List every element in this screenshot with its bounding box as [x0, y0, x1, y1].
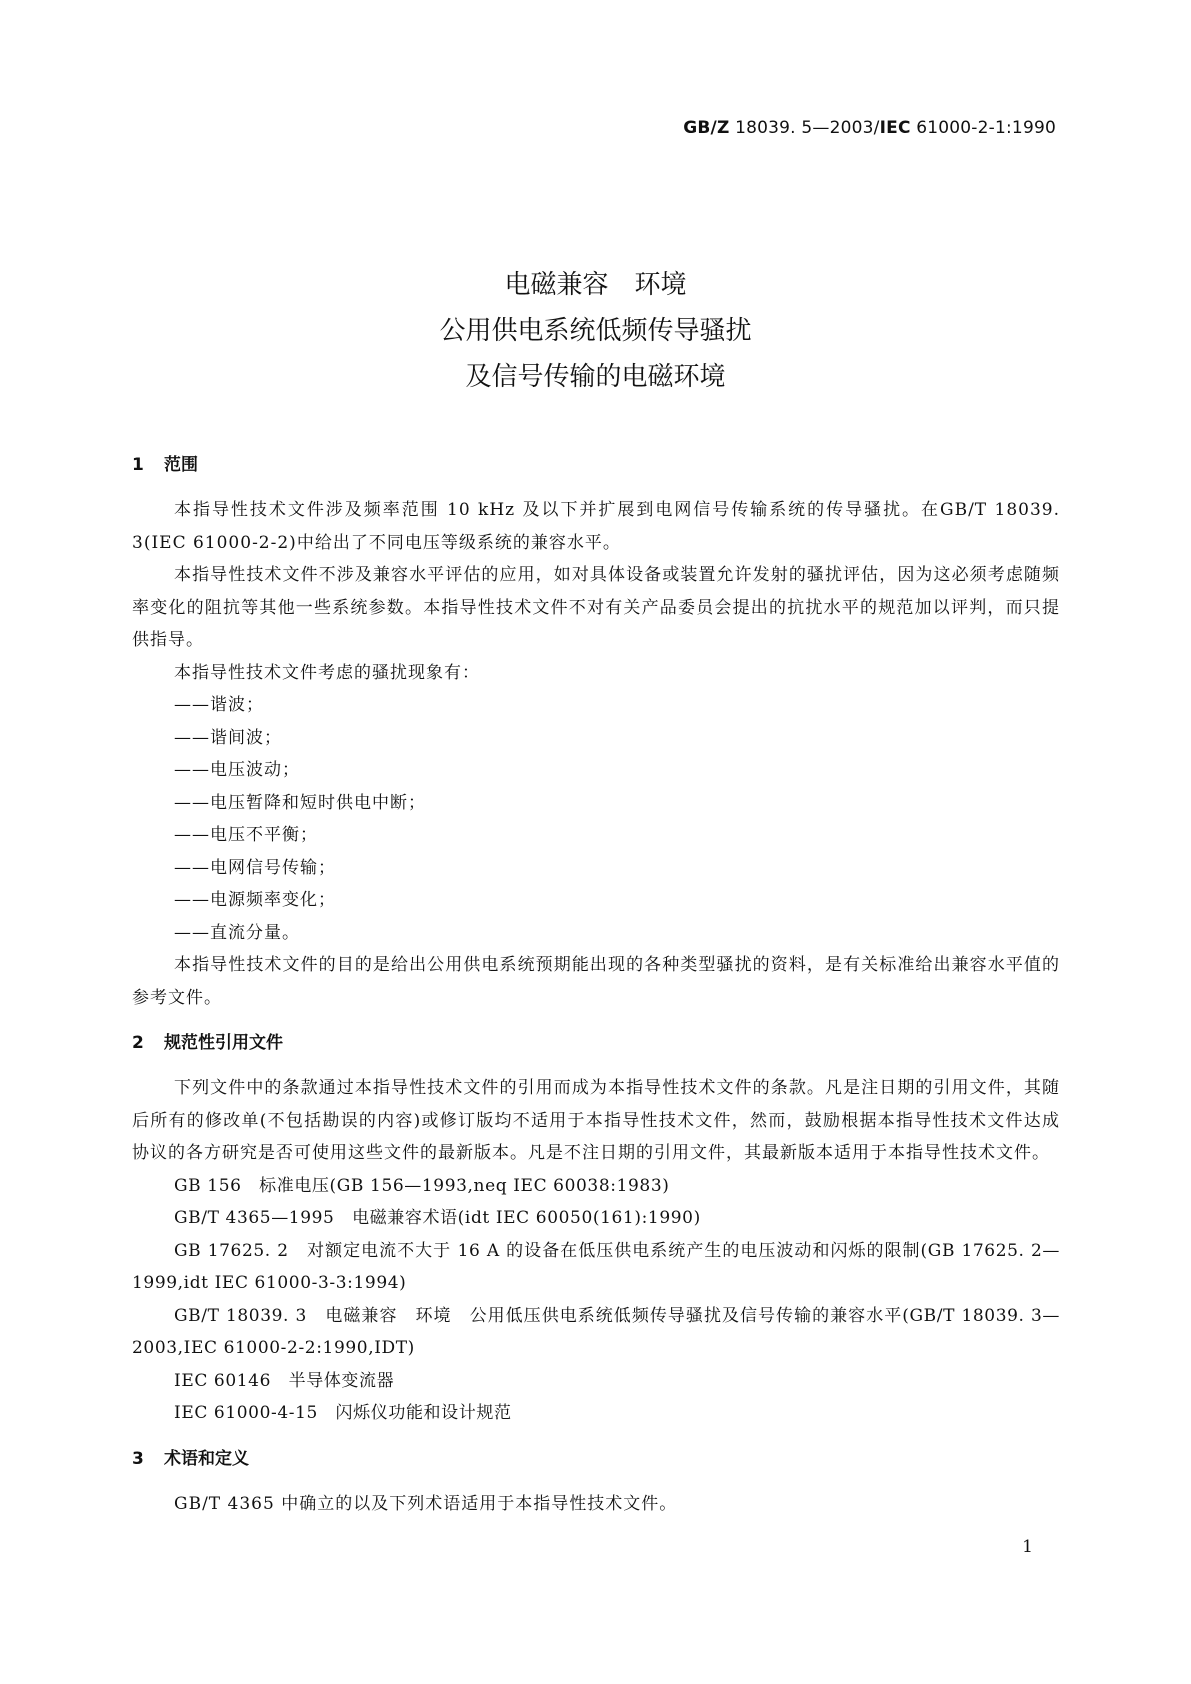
page-number: 1: [1022, 1537, 1033, 1557]
section-title: 范围: [164, 455, 198, 475]
reference-item: GB/T 18039. 3 电磁兼容 环境 公用低压供电系统低频传导骚扰及信号传输的兼容水平(GB/T 18039. 3—2003,IEC 61000-2-2:1990,IDT): [132, 1305, 1060, 1358]
standard-code-iec: IEC: [879, 118, 911, 138]
standard-code-iec-number: 61000-2-1:1990: [910, 118, 1056, 138]
section-title: 术语和定义: [164, 1448, 249, 1469]
paragraph: 下列文件中的条款通过本指导性技术文件的引用而成为本指导性技术文件的条款。凡是注日期的引用文件，其随后所有的修改单(不包括勘误的内容)或修订版均不适用于本指导性技术文件，然而，鼓励根据本指导性技术文件达成协议的各方研究是否可使用这些文件的最新版本。凡是不注日期的引用文件，其最新版本适用于本指导性技术文件。: [132, 1078, 1060, 1163]
paragraph: GB/T 4365 中确立的以及下列术语适用于本指导性技术文件。: [174, 1493, 678, 1514]
list-item: ——电网信号传输；: [174, 857, 336, 878]
reference-item: GB 156 标准电压(GB 156—1993,neq IEC 60038:1983): [174, 1175, 670, 1196]
standard-code: [683, 118, 1056, 138]
document-title: [0, 262, 1191, 400]
title-line-2: 公用供电系统低频传导骚扰: [439, 316, 752, 346]
list-item: ——电压暂降和短时供电中断；: [174, 792, 426, 813]
paragraph: 本指导性技术文件不涉及兼容水平评估的应用，如对具体设备或装置允许发射的骚扰评估，因为这必须考虑随频率变化的阻抗等其他一些系统参数。本指导性技术文件不对有关产品委员会提出的抗扰水平的规范加以评判，而只提供指导。: [132, 565, 1060, 650]
standard-code-gbz: GB/Z: [683, 118, 730, 138]
section-2-heading: [132, 1026, 1060, 1060]
section-3-heading: [132, 1442, 1060, 1476]
list-item: ——电源频率变化；: [174, 890, 336, 910]
reference-item: IEC 60146 半导体变流器: [174, 1370, 395, 1391]
paragraph: 本指导性技术文件涉及频率范围 10 kHz 及以下并扩展到电网信号传输系统的传导骚扰。在GB/T 18039. 3(IEC 61000-2-2)中给出了不同电压等级系统的兼容水平。: [132, 500, 1060, 553]
standard-code-number: 18039. 5—2003/: [729, 118, 880, 138]
section-number: 1: [132, 455, 144, 475]
list-item: ——谐波；: [174, 695, 264, 715]
paragraph: 本指导性技术文件的目的是给出公用供电系统预期能出现的各种类型骚扰的资料，是有关标准给出兼容水平值的参考文件。: [132, 955, 1060, 1008]
reference-item: GB/T 4365—1995 电磁兼容术语(idt IEC 60050(161):1990): [174, 1208, 701, 1228]
title-line-3: 及信号传输的电磁环境: [465, 362, 726, 392]
section-title: 规范性引用文件: [164, 1033, 283, 1053]
reference-item: IEC 61000-4-15 闪烁仪功能和设计规范: [174, 1403, 512, 1423]
reference-item: GB 17625. 2 对额定电流不大于 16 A 的设备在低压供电系统产生的电压波动和闪烁的限制(GB 17625. 2—1999,idt IEC 61000-3-3:1994): [132, 1240, 1060, 1293]
section-1-heading: [132, 448, 1060, 482]
list-item: ——谐间波；: [174, 727, 282, 748]
section-number: 3: [132, 1448, 144, 1469]
list-item: ——电压波动；: [174, 760, 300, 780]
paragraph: 本指导性技术文件考虑的骚扰现象有：: [174, 662, 480, 683]
list-item: ——直流分量。: [174, 922, 300, 943]
document-body: [132, 448, 1060, 1520]
title-line-1: 电磁兼容 环境: [504, 270, 687, 300]
section-number: 2: [132, 1033, 144, 1053]
list-item: ——电压不平衡；: [174, 825, 318, 845]
